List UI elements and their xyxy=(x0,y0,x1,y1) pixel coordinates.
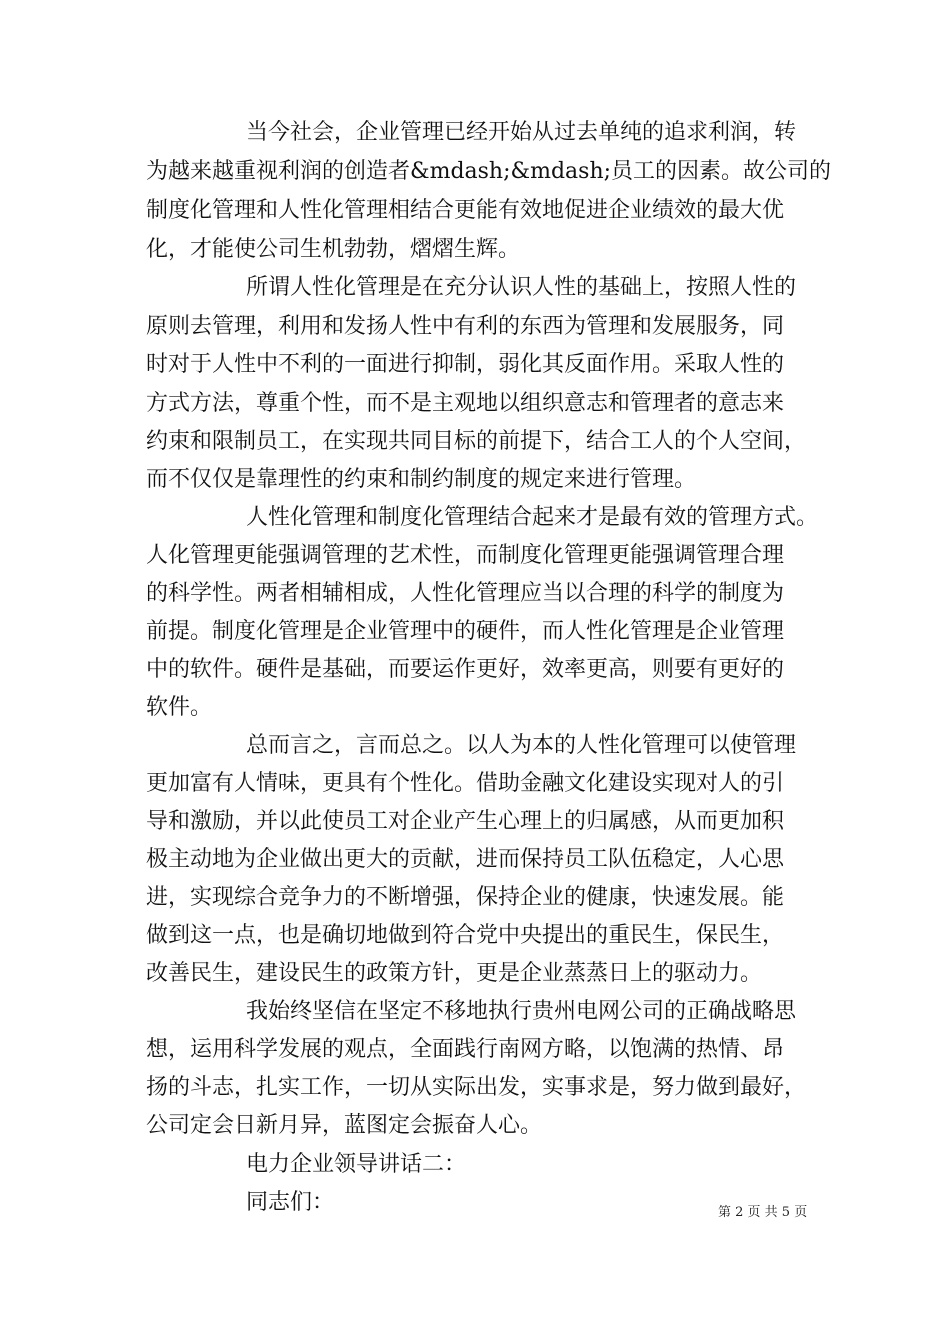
paragraph-3-line-6: 软件。 xyxy=(146,695,213,720)
paragraph-2-line-5: 约束和限制员工，在实现共同目标的前提下，结合工人的个人空间， xyxy=(146,429,807,454)
paragraph-4-line-3: 导和激励，并以此使员工对企业产生心理上的归属感，从而更加积 xyxy=(146,809,785,834)
paragraph-4-line-2: 更加富有人情味，更具有个性化。借助金融文化建设实现对人的引 xyxy=(146,771,785,796)
page-number: 第 2 页 共 5 页 xyxy=(718,1205,808,1220)
paragraph-1-line-3: 制度化管理和人性化管理相结合更能有效地促进企业绩效的最大优 xyxy=(146,198,785,223)
paragraph-5-line-3: 扬的斗志，扎实工作，一切从实际出发，实事求是，努力做到最好， xyxy=(146,1075,807,1100)
paragraph-5-line-1: 我始终坚信在坚定不移地执行贵州电网公司的正确战略思 xyxy=(246,999,797,1024)
paragraph-5-line-4: 公司定会日新月异，蓝图定会振奋人心。 xyxy=(146,1113,543,1138)
paragraph-3-line-1: 人性化管理和制度化管理结合起来才是最有效的管理方式。 xyxy=(246,505,819,530)
paragraph-1-line-2: 为越来越重视利润的创造者&mdash;&mdash;员工的因素。故公司的 xyxy=(146,159,832,184)
paragraph-4-line-1: 总而言之，言而总之。以人为本的人性化管理可以使管理 xyxy=(246,733,797,758)
paragraph-1-line-1: 当今社会，企业管理已经开始从过去单纯的追求利润，转 xyxy=(246,120,797,145)
paragraph-1-line-4: 化，才能使公司生机勃勃，熠熠生辉。 xyxy=(146,237,521,262)
paragraph-3-line-4: 前提。制度化管理是企业管理中的硬件，而人性化管理是企业管理 xyxy=(146,619,785,644)
paragraph-4-line-4: 极主动地为企业做出更大的贡献，进而保持员工队伍稳定，人心思 xyxy=(146,847,785,872)
paragraph-2-line-2: 原则去管理，利用和发扬人性中有利的东西为管理和发展服务，同 xyxy=(146,314,785,339)
speech-salutation: 同志们： xyxy=(246,1190,335,1215)
paragraph-3-line-2: 人化管理更能强调管理的艺术性，而制度化管理更能强调管理合理 xyxy=(146,543,785,568)
paragraph-3-line-5: 中的软件。硬件是基础，而要运作更好，效率更高，则要有更好的 xyxy=(146,657,785,682)
paragraph-2-line-1: 所谓人性化管理是在充分认识人性的基础上，按照人性的 xyxy=(246,275,797,300)
paragraph-2-line-6: 而不仅仅是靠理性的约束和制约制度的规定来进行管理。 xyxy=(146,467,697,492)
paragraph-4-line-5: 进，实现综合竞争力的不断增强，保持企业的健康，快速发展。能 xyxy=(146,885,785,910)
paragraph-4-line-6: 做到这一点，也是确切地做到符合党中央提出的重民生，保民生， xyxy=(146,923,785,948)
speech-heading: 电力企业领导讲话二： xyxy=(246,1152,467,1177)
paragraph-3-line-3: 的科学性。两者相辅相成，人性化管理应当以合理的科学的制度为 xyxy=(146,581,785,606)
paragraph-2-line-3: 时对于人性中不利的一面进行抑制，弱化其反面作用。采取人性的 xyxy=(146,352,785,377)
paragraph-2-line-4: 方式方法，尊重个性，而不是主观地以组织意志和管理者的意志来 xyxy=(146,391,785,416)
paragraph-5-line-2: 想，运用科学发展的观点，全面践行南网方略，以饱满的热情、昂 xyxy=(146,1037,785,1062)
paragraph-4-line-7: 改善民生，建设民生的政策方针，更是企业蒸蒸日上的驱动力。 xyxy=(146,961,763,986)
